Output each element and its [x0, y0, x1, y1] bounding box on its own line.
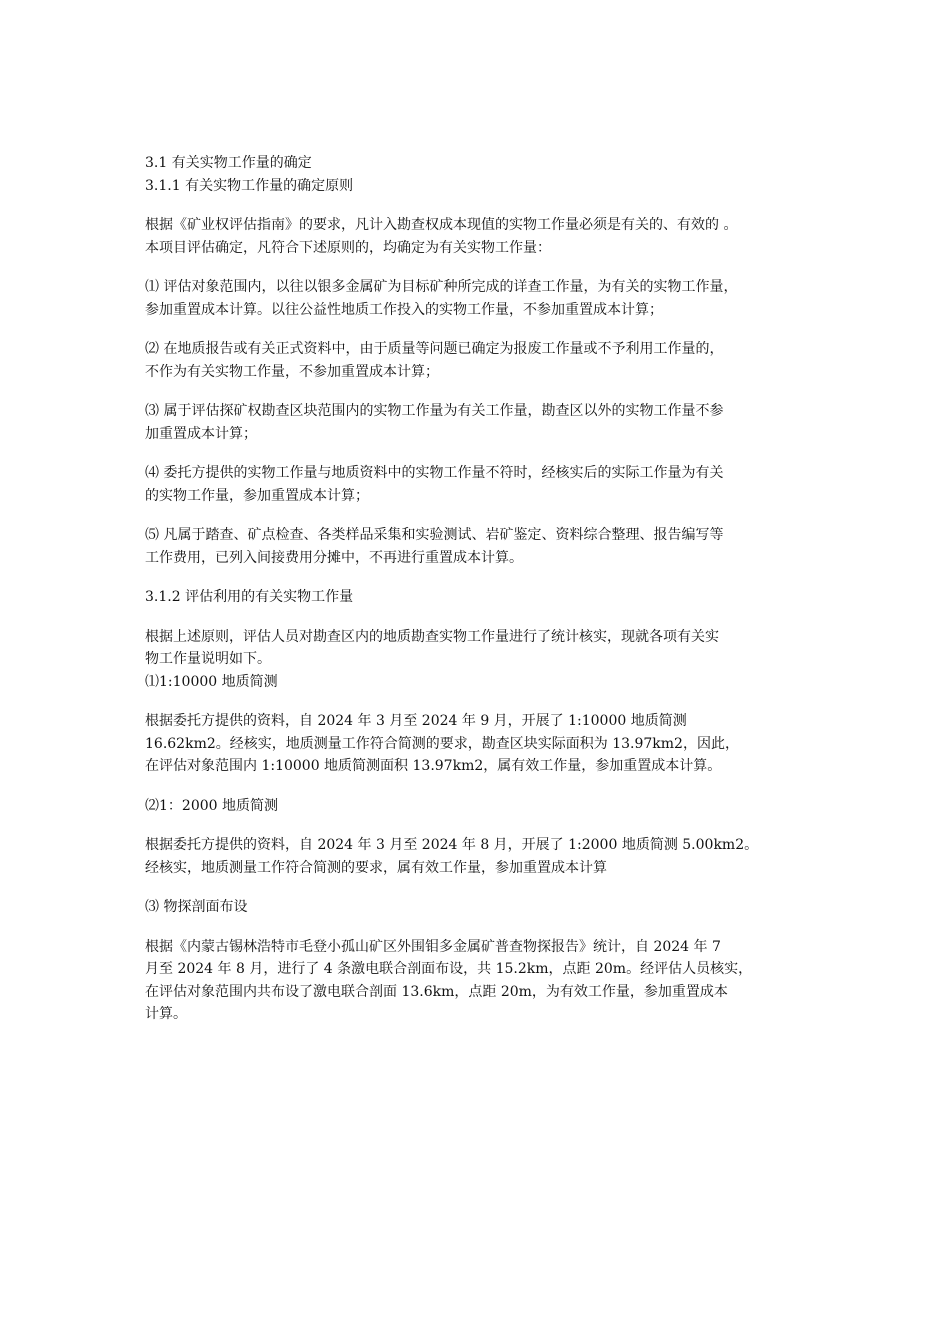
paragraph-line: ⑶ 属于评估探矿权勘查区块范围内的实物工作量为有关工作量，勘查区以外的实物工作量不参	[145, 403, 724, 419]
intro-paragraph	[145, 214, 813, 259]
principle-2	[145, 338, 813, 383]
paragraph-line: 物工作量说明如下。	[145, 651, 271, 667]
paragraph-line: 经核实，地质测量工作符合简测的要求，属有效工作量，参加重置成本计算	[145, 859, 607, 876]
paragraph-line: ⑵ 在地质报告或有关正式资料中，由于质量等问题已确定为报废工作量或不予利用工作量的，	[145, 341, 724, 357]
principle-5	[145, 524, 813, 569]
section-heading-3-1: 3.1 有关实物工作量的确定	[145, 155, 312, 171]
paragraph-line: 月至 2024 年 8 月，进行了 4 条激电联合剖面布设，共 15.2km，点距 20m。经评估人员核实，	[145, 961, 753, 977]
paragraph-line: 计算。	[145, 1006, 187, 1022]
paragraph-line: 工作费用，已列入间接费用分摊中，不再进行重置成本计算。	[145, 549, 523, 566]
paragraph-line: ⑸ 凡属于踏查、矿点检查、各类样品采集和实验测试、岩矿鉴定、资料综合整理、报告编写等	[145, 527, 724, 543]
paragraph-line: ⑴ 评估对象范围内，以往以银多金属矿为目标矿种所完成的详查工作量，为有关的实物工作量，	[145, 279, 738, 295]
item-2-title: ⑵1：2000 地质简测	[145, 797, 278, 814]
paragraph-line: ⑷ 委托方提供的实物工作量与地质资料中的实物工作量不符时，经核实后的实际工作量为有关	[145, 465, 724, 481]
item-2-body	[145, 834, 813, 879]
paragraph-line: 根据委托方提供的资料，自 2024 年 3 月至 2024 年 9 月，开展了 1:10000 地质简测	[145, 713, 687, 729]
paragraph-line: 在评估对象范围内共布设了激电联合剖面 13.6km，点距 20m，为有效工作量，参加重置成本	[145, 983, 728, 1000]
overview-paragraph	[145, 626, 813, 671]
paragraph-line: 在评估对象范围内 1:10000 地质简测面积 13.97km2，属有效工作量，参加重置成本计算。	[145, 758, 722, 774]
paragraph-line: 根据委托方提供的资料，自 2024 年 3 月至 2024 年 8 月，开展了 1:2000 地质简测 5.00km2。	[145, 837, 759, 853]
item-1-body	[145, 710, 813, 778]
item-3-body	[145, 936, 813, 1026]
paragraph-line: 加重置成本计算；	[145, 425, 257, 442]
paragraph-line: 16.62km2。经核实，地质测量工作符合简测的要求，勘查区块实际面积为 13.97km2，因此，	[145, 735, 739, 752]
paragraph-line: 不作为有关实物工作量，不参加重置成本计算；	[145, 363, 439, 380]
paragraph-line: 参加重置成本计算。以往公益性地质工作投入的实物工作量，不参加重置成本计算；	[145, 301, 663, 318]
item-3-title: ⑶ 物探剖面布设	[145, 899, 248, 915]
document-body	[145, 152, 813, 1026]
principle-1	[145, 276, 813, 321]
principle-4	[145, 462, 813, 507]
item-1-title: ⑴1:10000 地质简测	[145, 673, 278, 690]
paragraph-line: 根据上述原则，评估人员对勘查区内的地质勘查实物工作量进行了统计核实，现就各项有关实	[145, 628, 719, 645]
principle-3	[145, 400, 813, 445]
paragraph-line: 本项目评估确定，凡符合下述原则的，均确定为有关实物工作量：	[145, 239, 551, 256]
section-heading-3-1-2: 3.1.2 评估利用的有关实物工作量	[145, 589, 354, 605]
section-heading-3-1-1: 3.1.1 有关实物工作量的确定原则	[145, 177, 354, 194]
paragraph-line: 的实物工作量，参加重置成本计算；	[145, 487, 369, 504]
paragraph-line: 根据《矿业权评估指南》的要求，凡计入勘查权成本现值的实物工作量必须是有关的、有效的 。	[145, 217, 738, 233]
paragraph-line: 根据《内蒙古锡林浩特市毛登小孤山矿区外围钼多金属矿普查物探报告》统计，自 2024 年 7	[145, 938, 721, 955]
